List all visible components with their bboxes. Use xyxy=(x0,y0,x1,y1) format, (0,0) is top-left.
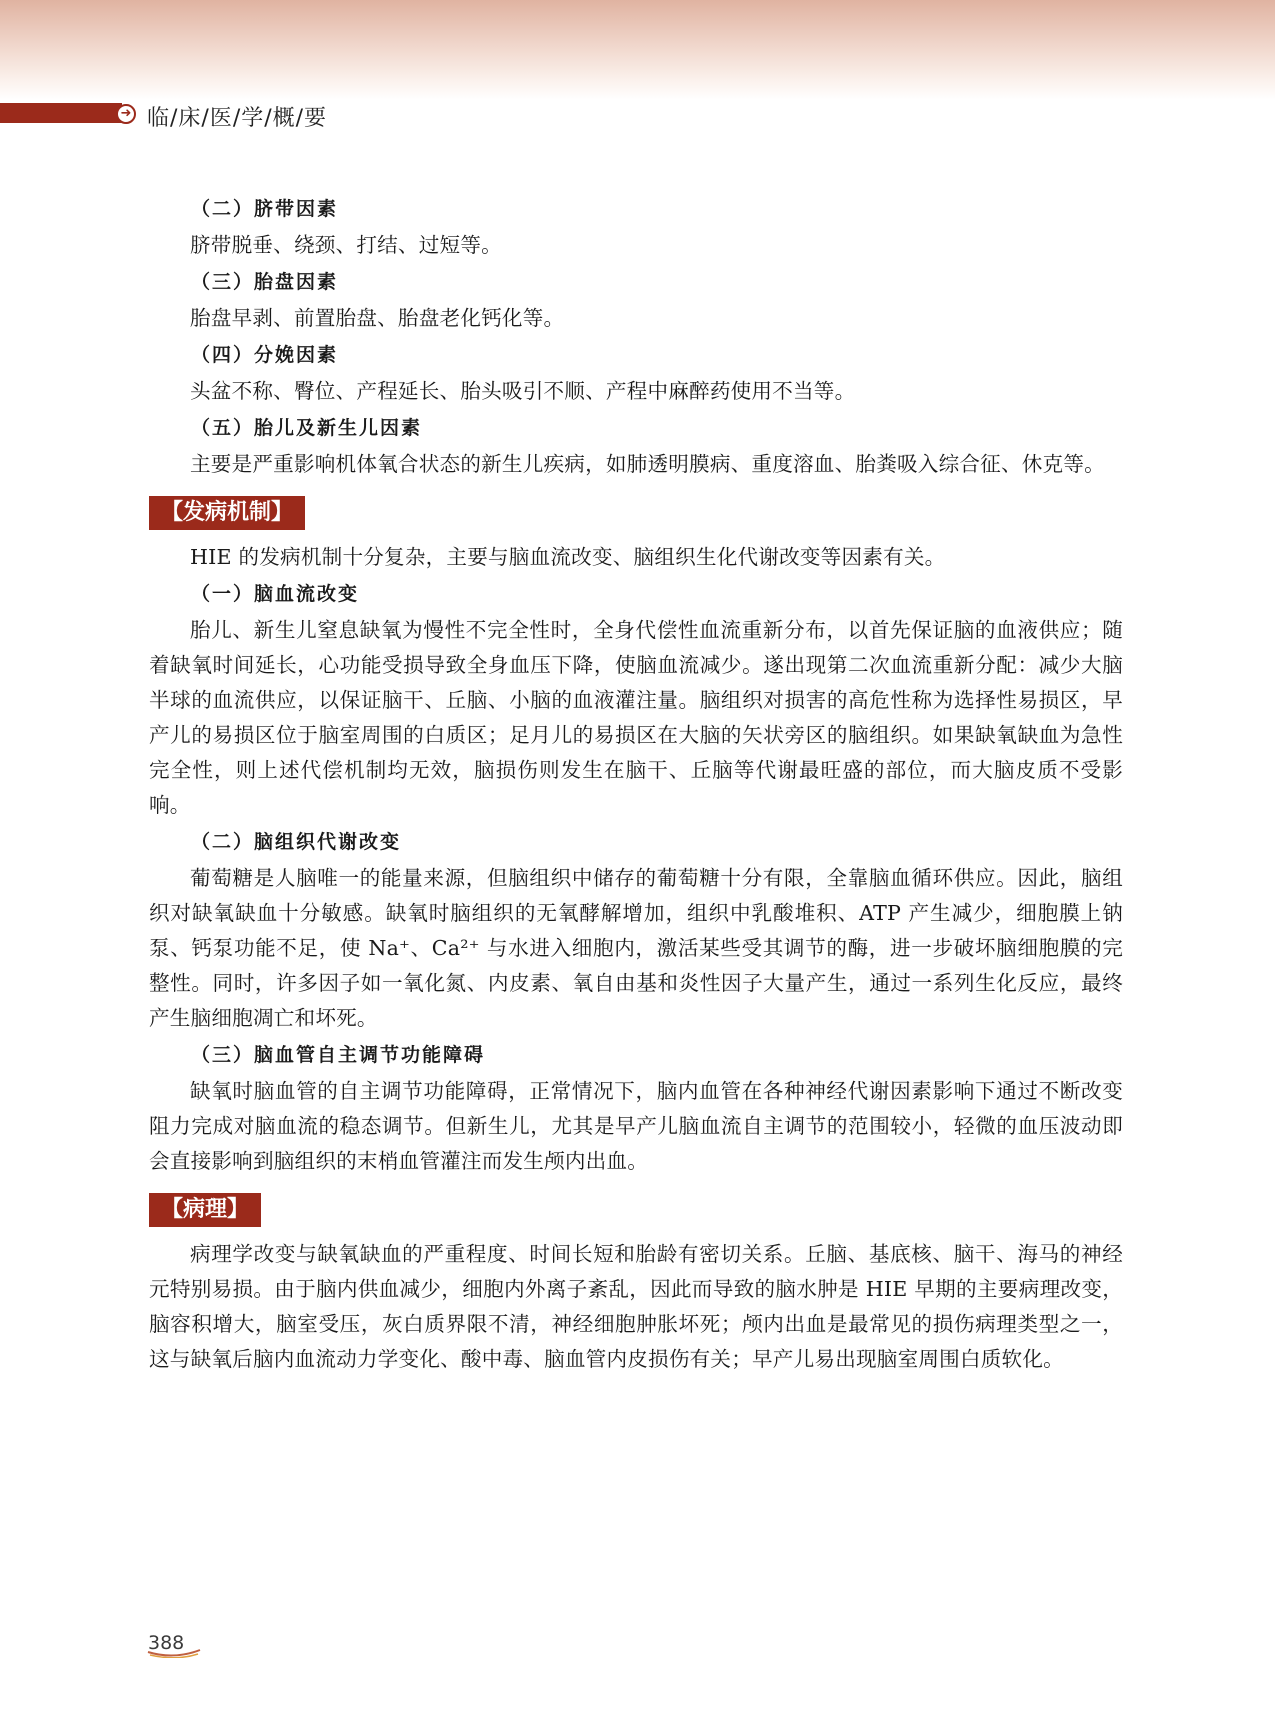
subheading-fetus-newborn: （五）胎儿及新生儿因素 xyxy=(191,417,423,439)
subheading-placenta: （三）胎盘因素 xyxy=(191,271,339,293)
paragraph-brain-metabolism: 葡萄糖是人脑唯一的能量来源，但脑组织中储存的葡萄糖十分有限，全靠脑血循环供应。因此，脑组织对缺氧缺血十分敏感。缺氧时脑组织的无氧酵解增加，组织中乳酸堆积、ATP 产生减少，细胞膜上钠泵、钙泵功能不足，使 Na⁺、Ca²⁺ 与水进入细胞内，激活某些受其调节的酶，进一步破坏脑细胞膜的完整性。同时，许多因子如一氧化氮、内皮素、氧自由基和炎性因子大量产生，通过一系列生化反应，最终产生脑细胞凋亡和坏死。 xyxy=(149,866,1123,1030)
subheading-brain-metabolism: （二）脑组织代谢改变 xyxy=(191,831,402,853)
paragraph-pathogenesis-intro: HIE 的发病机制十分复杂，主要与脑血流改变、脑组织生化代谢改变等因素有关。 xyxy=(190,545,946,569)
paragraph-autoregulation: 缺氧时脑血管的自主调节功能障碍，正常情况下，脑内血管在各种神经代谢因素影响下通过不断改变阻力完成对脑血流的稳态调节。但新生儿，尤其是早产儿脑血流自主调节的范围较小，轻微的血压波动即会直接影响到脑组织的末梢血管灌注而发生颅内出血。 xyxy=(149,1079,1123,1173)
paragraph-delivery: 头盆不称、臀位、产程延长、胎头吸引不顺、产程中麻醉药使用不当等。 xyxy=(190,379,856,403)
section-heading-pathology: 【病理】 xyxy=(149,1193,261,1227)
subheading-delivery: （四）分娩因素 xyxy=(191,344,339,366)
paragraph-pathology: 病理学改变与缺氧缺血的严重程度、时间长短和胎龄有密切关系。丘脑、基底核、脑干、海马的神经元特别易损。由于脑内供血减少，细胞内外离子紊乱，因此而导致的脑水肿是 HIE 早期的主要病理改变，脑容积增大，脑室受压，灰白质界限不清，神经细胞肿胀坏死；颅内出血是最常见的损伤病理类型之一，这与缺氧后脑内血流动力学变化、酸中毒、脑血管内皮损伤有关；早产儿易出现脑室周围白质软化。 xyxy=(149,1242,1123,1371)
paragraph-umbilical-cord: 脐带脱垂、绕颈、打结、过短等。 xyxy=(190,233,502,257)
header-accent-bar xyxy=(0,103,122,123)
subheading-umbilical-cord: （二）脐带因素 xyxy=(191,198,339,220)
page-number: 388 xyxy=(148,1632,185,1654)
paragraph-placenta: 胎盘早剥、前置胎盘、胎盘老化钙化等。 xyxy=(190,306,565,330)
top-decorative-band xyxy=(0,0,1275,100)
section-heading-pathogenesis: 【发病机制】 xyxy=(149,496,305,530)
arrow-right-icon: ➜ xyxy=(116,104,136,124)
page-body xyxy=(149,190,1123,1377)
paragraph-cerebral-blood-flow: 胎儿、新生儿窒息缺氧为慢性不完全性时，全身代偿性血流重新分布，以首先保证脑的血液供应；随着缺氧时间延长，心功能受损导致全身血压下降，使脑血流减少。遂出现第二次血流重新分配：减少大脑半球的血流供应，以保证脑干、丘脑、小脑的血液灌注量。脑组织对损害的高危性称为选择性易损区，早产儿的易损区位于脑室周围的白质区；足月儿的易损区在大脑的矢状旁区的脑组织。如果缺氧缺血为急性完全性，则上述代偿机制均无效，脑损伤则发生在脑干、丘脑等代谢最旺盛的部位，而大脑皮质不受影响。 xyxy=(149,618,1123,817)
paragraph-fetus-newborn: 主要是严重影响机体氧合状态的新生儿疾病，如肺透明膜病、重度溶血、胎粪吸入综合征、休克等。 xyxy=(190,452,1105,476)
page-number-swoosh-icon xyxy=(146,1646,202,1658)
running-header-title: 临/床/医/学/概/要 xyxy=(147,106,328,131)
subheading-autoregulation: （三）脑血管自主调节功能障碍 xyxy=(191,1044,486,1066)
subheading-cerebral-blood-flow: （一）脑血流改变 xyxy=(191,583,360,605)
